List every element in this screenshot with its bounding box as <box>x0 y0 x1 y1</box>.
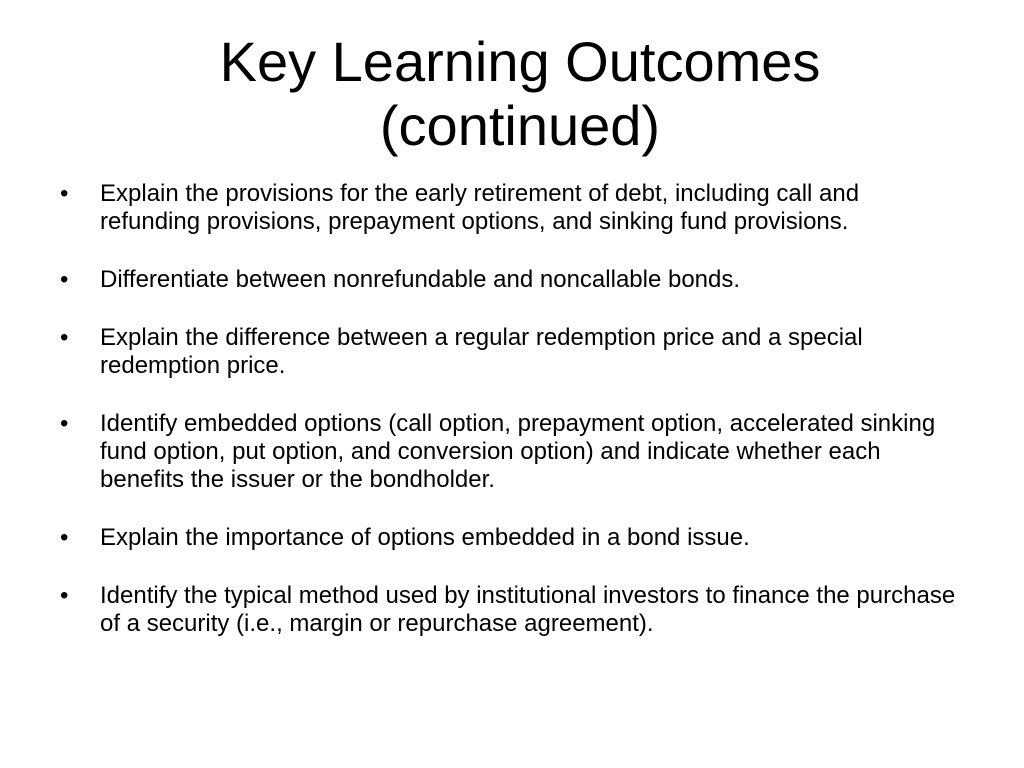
bullet-icon: • <box>60 524 69 551</box>
bullet-item <box>60 582 960 638</box>
bullet-icon: • <box>60 582 69 609</box>
slide-title <box>120 30 920 158</box>
slide-title-line-1: Key Learning Outcomes <box>219 30 821 93</box>
slide-title-line-2: (continued) <box>379 94 661 157</box>
bullet-icon: • <box>60 324 69 351</box>
bullet-text: Identify embedded options (call option, prepayment option, accelerated sinking fund option, put option, and conversion option) and indicate whether each benefits the issuer or the bondholder. <box>100 410 936 493</box>
bullet-item <box>60 324 960 380</box>
bullet-text: Differentiate between nonrefundable and noncallable bonds. <box>100 266 741 293</box>
bullet-item <box>60 524 960 552</box>
bullet-text: Explain the importance of options embedded in a bond issue. <box>100 524 750 551</box>
bullet-icon: • <box>60 410 69 437</box>
bullet-list <box>60 180 960 668</box>
bullet-icon: • <box>60 266 69 293</box>
bullet-text: Explain the difference between a regular redemption price and a special redemption price. <box>100 324 863 379</box>
bullet-item <box>60 180 960 236</box>
bullet-item <box>60 410 960 494</box>
bullet-text: Identify the typical method used by institutional investors to finance the purchase of a security (i.e., margin or repurchase agreement). <box>100 582 956 637</box>
bullet-text: Explain the provisions for the early retirement of debt, including call and refunding provisions, prepayment options, and sinking fund provisions. <box>100 180 860 235</box>
bullet-icon: • <box>60 180 69 207</box>
bullet-item <box>60 266 960 294</box>
